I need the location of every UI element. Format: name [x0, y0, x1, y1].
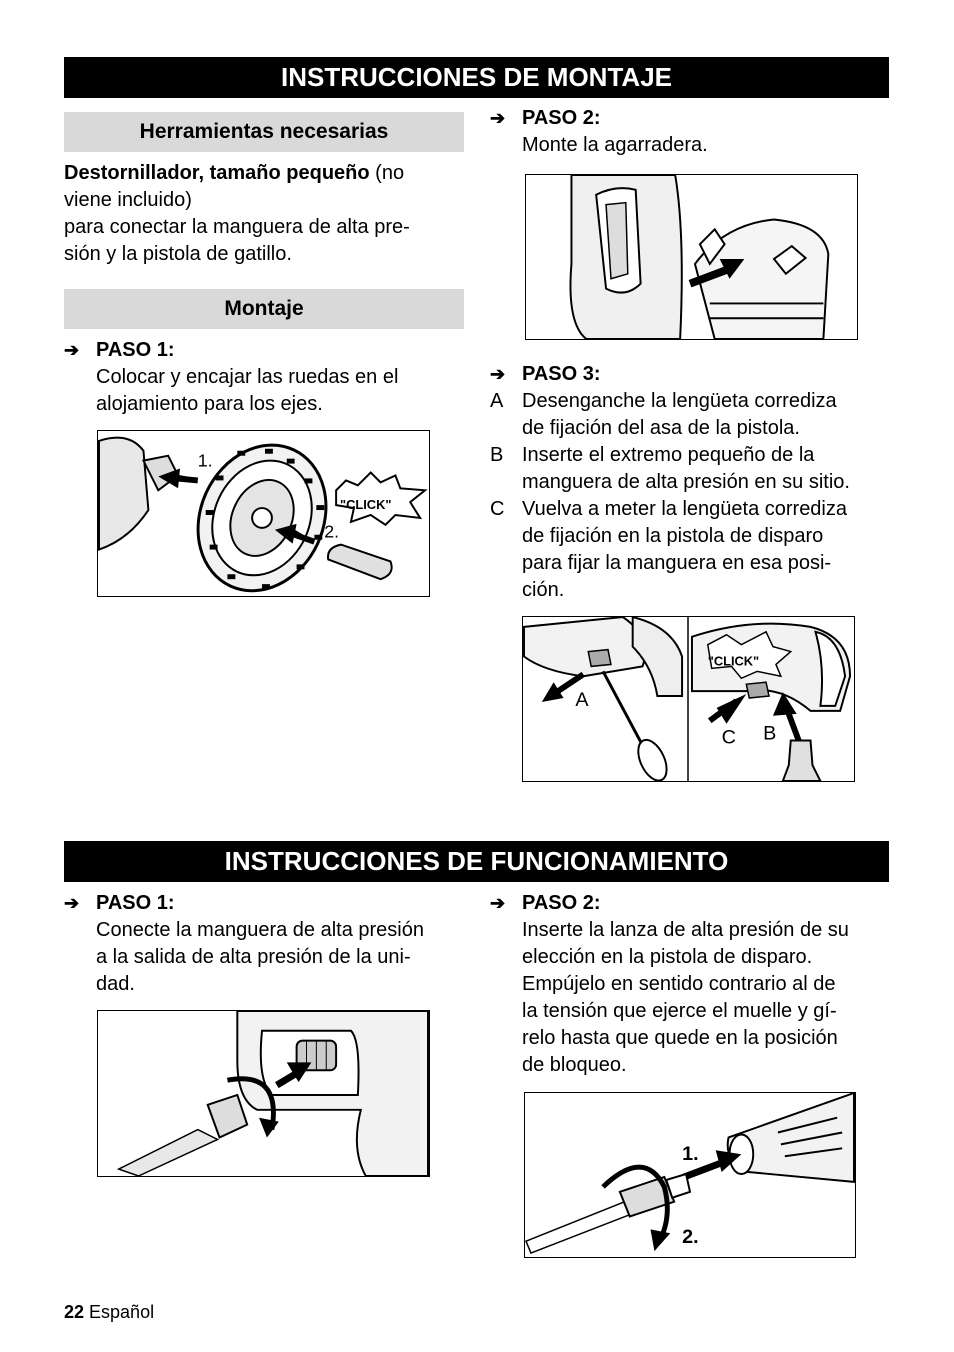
list-line: manguera de alta presión en su sitio.: [522, 471, 850, 493]
func-step2: [490, 890, 895, 1079]
lance-illustration: [525, 1093, 855, 1257]
list-item: [490, 388, 895, 442]
step-line: Colocar y encajar las ruedas en el: [96, 366, 399, 388]
list-line: para fijar la manguera en esa posi-: [522, 552, 832, 574]
func-step1: [64, 890, 469, 998]
figure-gun-clip: [522, 616, 855, 782]
subheading-tools: Herramientas necesarias: [64, 112, 464, 152]
list-letter: C: [490, 498, 505, 520]
tools-rest: (no: [369, 162, 405, 184]
list-item: [490, 442, 895, 496]
list-item: [490, 496, 895, 604]
tools-line3: para conectar la manguera de alta pre-: [64, 216, 410, 238]
step-line: de bloqueo.: [522, 1054, 627, 1076]
arrow-right-icon: ➔: [490, 108, 506, 128]
list-line: Inserte el extremo pequeño de la: [522, 444, 815, 466]
subheading-montaje: Montaje: [64, 289, 464, 329]
arrow-right-icon: ➔: [64, 340, 80, 360]
tools-text: [64, 160, 464, 268]
figure-wheel: [97, 430, 430, 597]
fig-label-c: C: [721, 726, 736, 749]
section-title-funcionamiento: INSTRUCCIONES DE FUNCIONAMIENTO: [64, 841, 889, 882]
step-line: Empújelo en sentido contrario al de: [522, 973, 836, 995]
step-line: Inserte la lanza de alta presión de su: [522, 919, 849, 941]
figure-hose-connect: [97, 1010, 430, 1177]
hose-connect-illustration: [98, 1011, 429, 1176]
arrow-right-icon: ➔: [64, 893, 80, 913]
fig-label-1: 1.: [682, 1143, 699, 1166]
list-letter: B: [490, 444, 504, 466]
montaje-step1: [64, 337, 464, 418]
tools-bold: Destornillador, tamaño pequeño: [64, 162, 370, 184]
list-line: ción.: [522, 579, 565, 601]
handle-illustration: [526, 175, 857, 339]
section-title-montaje: INSTRUCCIONES DE MONTAJE: [64, 57, 889, 98]
step-line: Conecte la manguera de alta presión: [96, 919, 424, 941]
page-footer: [64, 1302, 154, 1323]
arrow-right-icon: ➔: [490, 364, 506, 384]
montaje-step3-list: [490, 388, 895, 604]
step-label: PASO 3:: [522, 363, 601, 385]
step-label: PASO 1:: [96, 339, 175, 361]
arrow-right-icon: ➔: [490, 893, 506, 913]
list-line: de fijación del asa de la pistola.: [522, 417, 800, 439]
list-letter: A: [490, 390, 504, 412]
montaje-step3-header: [490, 361, 890, 388]
step-label: PASO 2:: [522, 107, 601, 129]
step-line: alojamiento para los ejes.: [96, 393, 323, 415]
list-line: Vuelva a meter la lengüeta corrediza: [522, 498, 847, 520]
footer-language: Español: [84, 1302, 155, 1322]
gun-clip-illustration: [523, 617, 854, 781]
step-line: Monte la agarradera.: [522, 134, 708, 156]
fig-click-label: "CLICK": [340, 497, 392, 513]
list-line: de fijación en la pistola de disparo: [522, 525, 824, 547]
fig-click-label: "CLICK": [707, 653, 760, 669]
fig-label-2: 2.: [682, 1226, 699, 1249]
page-number: 22: [64, 1302, 85, 1322]
montaje-step2: [490, 105, 890, 159]
tools-line4: sión y la pistola de gatillo.: [64, 243, 292, 265]
fig-label-b: B: [763, 722, 777, 745]
fig-label-1: 1.: [197, 450, 213, 471]
step-line: elección en la pistola de disparo.: [522, 946, 813, 968]
fig-label-2: 2.: [324, 521, 340, 542]
fig-label-a: A: [575, 688, 589, 711]
step-line: la tensión que ejerce el muelle y gí-: [522, 1000, 837, 1022]
tools-line2: viene incluido): [64, 189, 192, 211]
step-line: a la salida de alta presión de la uni-: [96, 946, 411, 968]
step-label: PASO 1:: [96, 892, 175, 914]
wheel-illustration: [98, 431, 429, 596]
step-line: relo hasta que quede en la posición: [522, 1027, 838, 1049]
list-line: Desenganche la lengüeta corrediza: [522, 390, 837, 412]
figure-lance: [524, 1092, 856, 1258]
step-line: dad.: [96, 973, 135, 995]
figure-handle: [525, 174, 858, 340]
step-label: PASO 2:: [522, 892, 601, 914]
